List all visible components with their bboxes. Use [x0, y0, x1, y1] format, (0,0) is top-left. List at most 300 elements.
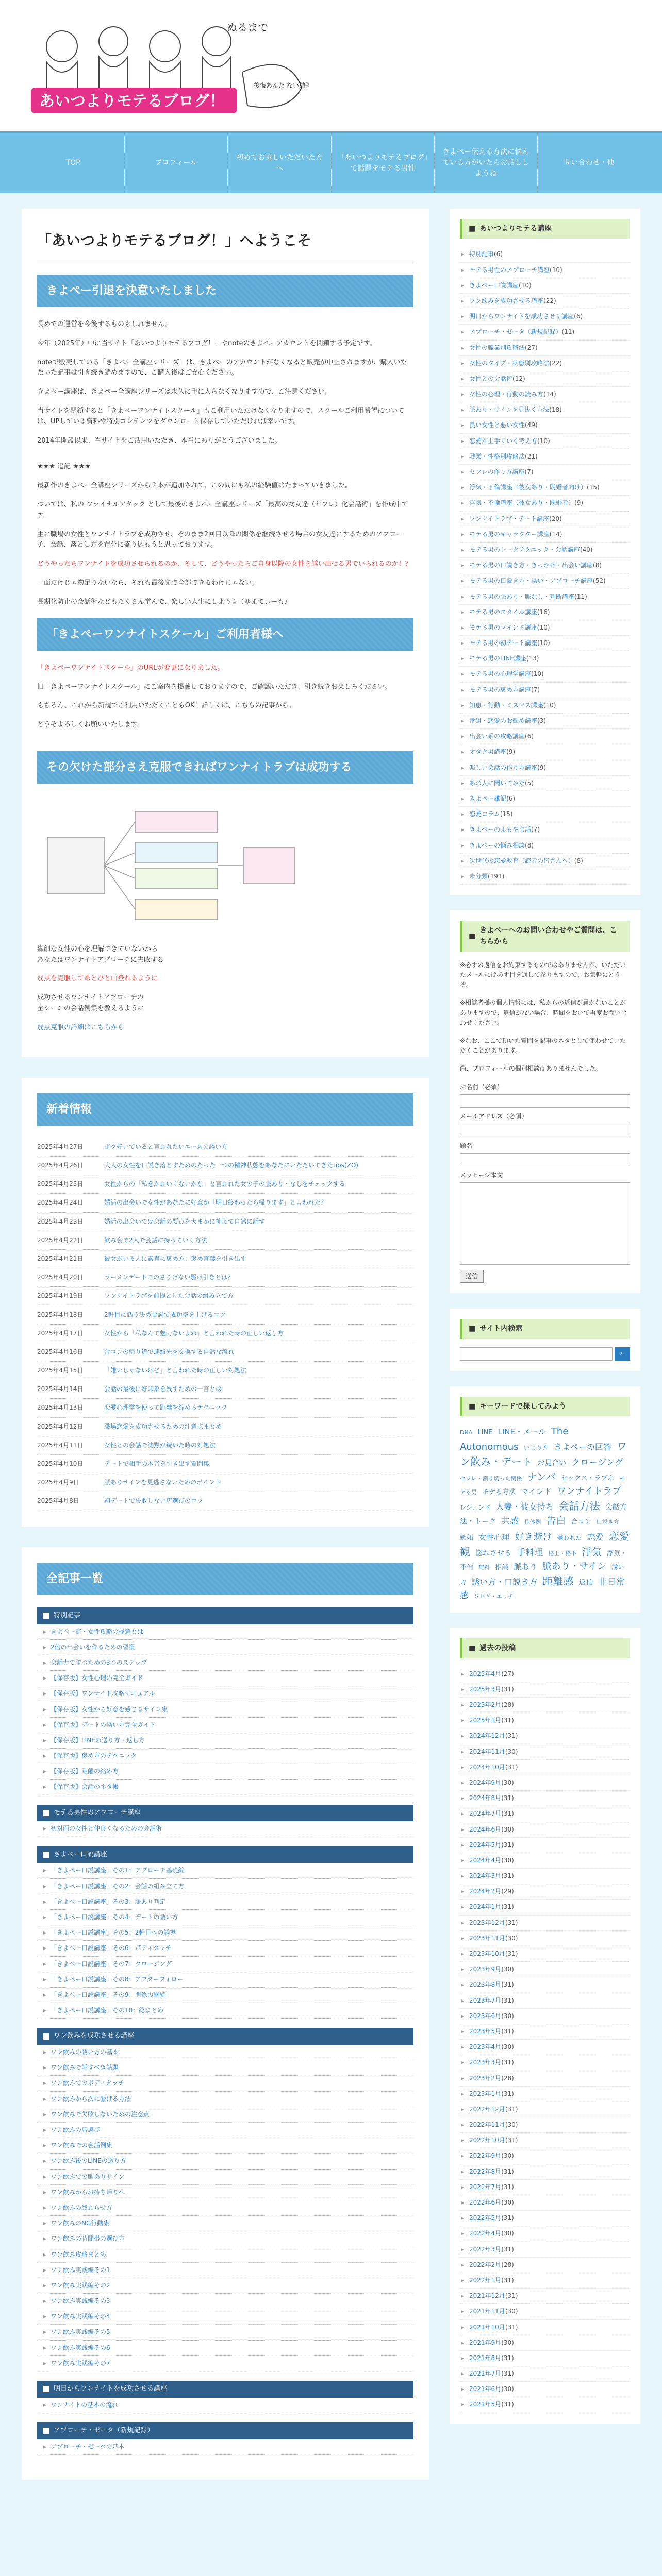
article-link[interactable]: ▸ アプローチ・ゼータの基本 — [37, 2439, 413, 2455]
article-link[interactable]: ▸ ワン飲みのNG行動集 — [37, 2216, 413, 2231]
news-title[interactable]: 婚活の出会いでは会話の要点を大まかに抑えて自然に話す — [104, 1217, 266, 1225]
category-name: モテる男のスタイル講座 — [469, 608, 537, 616]
category-link[interactable] — [460, 729, 630, 744]
category-link[interactable] — [460, 387, 630, 402]
category-link[interactable] — [460, 854, 630, 869]
news-title[interactable]: 職場恋愛を成功させるための注意点まとめ — [104, 1422, 222, 1430]
tag-link[interactable]: ＳＥＸ・エッチ — [474, 1592, 514, 1600]
category-link[interactable] — [460, 807, 630, 822]
category-link[interactable] — [460, 543, 630, 558]
category-link[interactable] — [460, 480, 630, 496]
tag-link[interactable]: 返信 — [578, 1579, 593, 1587]
tag-link[interactable]: 女性心理 — [478, 1532, 510, 1542]
category-link[interactable] — [460, 263, 630, 278]
archive-count: (28) — [501, 2074, 514, 2082]
tag-link[interactable]: 浮気 — [582, 1546, 602, 1558]
category-link[interactable] — [460, 449, 630, 465]
submit-button[interactable]: 送信 — [460, 1270, 484, 1283]
tag-link[interactable]: ワンナイトラブ — [557, 1486, 621, 1497]
nav-popular[interactable]: 「あいつよりモテるブログ」で話題をモテる男性 — [332, 133, 435, 193]
tag-link[interactable]: LINE・メール — [498, 1427, 546, 1437]
news-item[interactable] — [37, 1492, 413, 1511]
archive-month: 2023年2月 — [469, 2074, 502, 2082]
article-link[interactable]: ▸ 【保存版】女性から好意を感じるサイン集 — [37, 1702, 413, 1718]
site-logo[interactable] — [21, 10, 309, 124]
archive-month-link[interactable] — [460, 1713, 630, 1728]
article-link[interactable]: ▸ 会話力で勝つための3つのステップ — [37, 1655, 413, 1671]
archive-month-link[interactable] — [460, 2133, 630, 2148]
archive-month-link[interactable] — [460, 1884, 630, 1900]
category-count: (10) — [537, 437, 550, 445]
category-link[interactable] — [460, 605, 630, 620]
news-item[interactable] — [37, 1250, 413, 1268]
news-item[interactable] — [37, 1436, 413, 1455]
category-link[interactable] — [460, 356, 630, 371]
archive-month-link[interactable] — [460, 2366, 630, 2382]
archive-month-link[interactable] — [460, 2071, 630, 2087]
tag-link[interactable]: 惚れさせる — [475, 1549, 512, 1557]
category-link[interactable] — [460, 278, 630, 294]
category-link[interactable] — [460, 325, 630, 340]
article-link[interactable]: ▸ ワン飲みで話すべき話題 — [37, 2060, 413, 2076]
tag-link[interactable]: レジェンド — [460, 1504, 491, 1512]
contact-note: 尚、プロフィールの個別相談はありませんでした。 — [460, 1065, 602, 1073]
tag-link[interactable]: 相談 — [495, 1564, 509, 1572]
tag-link[interactable]: クロージング — [571, 1458, 624, 1468]
tag-link[interactable]: モテる男 — [460, 1475, 625, 1496]
archive-month-link[interactable] — [460, 2382, 630, 2397]
archive-month-link[interactable] — [460, 2242, 630, 2258]
tag-link[interactable]: 手料理 — [517, 1547, 543, 1558]
archive-month-link[interactable] — [460, 1775, 630, 1791]
category-link[interactable] — [460, 651, 630, 667]
archive-count: (30) — [501, 2152, 514, 2160]
archive-month: 2022年3月 — [469, 2245, 502, 2253]
tag-cloud — [460, 1425, 630, 1602]
weakness-text-2: 成功させるワンナイトアプローチの 全シーンの会話例集を教えるように — [37, 994, 144, 1013]
category-link[interactable] — [460, 341, 630, 356]
article-link[interactable]: ▸ 【保存版】LINEの送り方・返し方 — [37, 1733, 413, 1749]
news-title[interactable]: ラーメンデートでのさりげない駆け引きとは？ — [104, 1274, 234, 1281]
category-link[interactable] — [460, 869, 630, 885]
news-title[interactable]: 脈ありサインを見逃さないためのポイント — [104, 1479, 222, 1486]
article-group-heading[interactable] — [37, 2028, 413, 2045]
category-link[interactable] — [460, 558, 630, 573]
archive-count: (30) — [501, 2385, 514, 2393]
archive-month-link[interactable] — [460, 2211, 630, 2226]
tag-link[interactable]: DNA — [460, 1429, 473, 1436]
article-link[interactable]: ▸ 【保存版】デートの誘い方完全ガイド — [37, 1718, 413, 1733]
all-articles-section — [22, 1547, 429, 2480]
archive-month: 2022年7月 — [469, 2183, 502, 2191]
category-count: (8) — [574, 857, 583, 865]
category-link[interactable] — [460, 402, 630, 418]
tag-link[interactable]: ワン飲み・デート — [460, 1440, 627, 1468]
tag-link[interactable]: 人妻・彼女持ち — [495, 1502, 554, 1512]
category-link[interactable] — [460, 527, 630, 543]
category-link[interactable] — [460, 760, 630, 776]
article-link[interactable]: ▸ きよぺー流・女性攻略の極意とは — [37, 1624, 413, 1640]
news-date: 2025年4月11日 — [37, 1441, 84, 1449]
nav-top[interactable]: TOP — [22, 133, 125, 193]
category-count: (22) — [549, 359, 562, 367]
article-link[interactable]: ▸ 「きよぺー口説講座」その4：デートの誘い方 — [37, 1910, 413, 1925]
news-title[interactable]: 女性からの「私をかわいくないかな」と言われた女の子の脈あり・なしをチェックする — [104, 1180, 345, 1188]
tag-link[interactable]: LINE — [477, 1429, 493, 1437]
archive-month-link[interactable] — [460, 2320, 630, 2335]
archive-month-link[interactable] — [460, 2397, 630, 2413]
tag-link[interactable]: ナンパ — [527, 1471, 556, 1483]
article-link[interactable]: ▸ 初対面の女性と仲良くなるための会話術 — [37, 1821, 413, 1837]
article-link[interactable]: ▸ 「きよぺー口説講座」その5：2軒目への誘導 — [37, 1925, 413, 1941]
category-name: 浮気・不倫講座（彼女あり・既婚者向け） — [469, 484, 587, 492]
category-link[interactable] — [460, 636, 630, 651]
archive-month-link[interactable] — [460, 1931, 630, 1946]
archive-month-link[interactable] — [460, 1916, 630, 1931]
category-link[interactable] — [460, 512, 630, 527]
category-count: (16) — [537, 608, 550, 616]
main-column — [22, 209, 429, 2500]
article-link[interactable]: ▸ ワン飲みの時間帯の選び方 — [37, 2231, 413, 2247]
news-title[interactable]: デートで相手の本音を引き出す質問集 — [104, 1460, 210, 1468]
article-link[interactable]: ▸ 「きよぺー口説講座」その2：会話の組み立て方 — [37, 1879, 413, 1894]
article-link[interactable]: ▸ ワンナイトの基本の流れ — [37, 2398, 413, 2413]
archive-month-link[interactable] — [460, 1993, 630, 2009]
archive-month-link[interactable] — [460, 1962, 630, 1977]
tag-link[interactable]: 誘い方・口説き方 — [471, 1577, 538, 1587]
archive-count: (31) — [501, 1903, 514, 1911]
tag-link[interactable]: いじり方 — [523, 1444, 549, 1452]
archive-month-link[interactable] — [460, 2117, 630, 2133]
category-link[interactable] — [460, 589, 630, 605]
archive-month: 2021年8月 — [469, 2354, 502, 2362]
news-item[interactable] — [37, 1473, 413, 1492]
article-link[interactable]: ▸ ワン飲みでの脈ありサイン — [37, 2170, 413, 2185]
news-item[interactable] — [37, 1287, 413, 1306]
archive-month-link[interactable] — [460, 2195, 630, 2211]
news-item[interactable] — [37, 1231, 413, 1250]
archive-month-link[interactable] — [460, 2164, 630, 2180]
article-link[interactable]: ▸ 「きよぺー口説講座」その7：クロージング — [37, 1957, 413, 1972]
tag-link[interactable]: 恋愛 — [587, 1532, 604, 1542]
search-input[interactable] — [460, 1347, 613, 1361]
news-item[interactable] — [37, 1306, 413, 1325]
news-title[interactable]: 恋愛心理学を使って距離を縮めるテクニック — [104, 1404, 227, 1412]
category-count: (191) — [488, 872, 505, 880]
news-title[interactable]: 合コンの帰り道で連絡先を交換する自然な流れ — [104, 1348, 235, 1355]
archive-month-link[interactable] — [460, 1946, 630, 1962]
archive-count: (31) — [501, 1717, 514, 1724]
archive-month-link[interactable] — [460, 2289, 630, 2304]
archive-month-link[interactable] — [460, 1900, 630, 1915]
news-title[interactable]: 女性から「私なんて魅力ないよね」と言われた時の正しい返し方 — [104, 1329, 284, 1337]
email-field[interactable] — [460, 1124, 630, 1137]
tag-link[interactable]: 恋愛観 — [460, 1530, 630, 1558]
category-link[interactable] — [460, 573, 630, 589]
article-link[interactable]: ▸ ワン飲み実践編その1 — [37, 2263, 413, 2278]
news-date: 2025年4月8日 — [37, 1497, 79, 1505]
archive-month-link[interactable] — [460, 2258, 630, 2273]
tag-link[interactable]: お見合い — [537, 1459, 567, 1468]
category-link[interactable] — [460, 838, 630, 854]
news-item[interactable] — [37, 1194, 413, 1212]
archive-month-link[interactable] — [460, 1698, 630, 1713]
category-link[interactable] — [460, 776, 630, 791]
news-item[interactable] — [37, 1175, 413, 1194]
archive-month-link[interactable] — [460, 1667, 630, 1682]
article-group — [37, 1846, 413, 2019]
news-date: 2025年4月9日 — [37, 1479, 79, 1486]
archive-month: 2024年4月 — [469, 1856, 502, 1864]
archive-month: 2024年8月 — [469, 1794, 502, 1802]
article-link[interactable]: ▸ ワン飲みからお持ち帰りへ — [37, 2185, 413, 2200]
news-item[interactable] — [37, 1325, 413, 1343]
name-field[interactable] — [460, 1094, 630, 1108]
tag-link[interactable]: 嫌われた — [557, 1534, 582, 1541]
paragraph: 旧「きよぺーワンナイトスクール」にご案内を掲載しておりますので、ご確認いただき、引き続きお楽しみください。 — [37, 683, 391, 691]
paragraph: 2014年開設以来、当サイトをご活用いただき、本当にありがとうございました。 — [37, 436, 282, 445]
archive-count: (30) — [501, 1778, 514, 1786]
article-link[interactable]: ▸ 「きよぺー口説講座」その10：総まとめ — [37, 2003, 413, 2019]
archive-month-link[interactable] — [460, 2148, 630, 2164]
category-count: (10) — [531, 670, 544, 678]
category-link[interactable] — [460, 418, 630, 433]
article-link[interactable]: ▸ 【保存版】褒め方のテクニック — [37, 1749, 413, 1764]
article-link[interactable]: ▸ 【保存版】女性心理の完全ガイド — [37, 1671, 413, 1686]
archive-month-link[interactable] — [460, 2055, 630, 2071]
tag-link[interactable]: 共感 — [501, 1516, 519, 1527]
article-link[interactable]: ▸ ワン飲みの店選び — [37, 2123, 413, 2138]
archive-month-link[interactable] — [460, 2304, 630, 2319]
article-group-heading[interactable] — [37, 1607, 413, 1624]
subject-field[interactable] — [460, 1153, 630, 1166]
tag-link[interactable]: 脈あり・サイン — [542, 1561, 607, 1572]
article-link[interactable]: ▸ ワン飲み実践編その2 — [37, 2278, 413, 2294]
article-link[interactable]: ▸ 「きよぺー口説講座」その3：脈あり判定 — [37, 1894, 413, 1910]
article-group-heading[interactable] — [37, 2381, 413, 2398]
news-title[interactable]: 初デートで失敗しない店選びのコツ — [104, 1497, 204, 1505]
tag-link[interactable]: 好き避け — [515, 1531, 552, 1543]
archive-month-link[interactable] — [460, 1822, 630, 1838]
archive-count: (30) — [501, 2012, 514, 2020]
tag-link[interactable]: 具体例 — [524, 1519, 541, 1526]
category-link[interactable] — [460, 371, 630, 387]
tag-link[interactable]: 嫉妬 — [460, 1534, 474, 1542]
news-date: 2025年4月22日 — [37, 1236, 84, 1244]
category-link[interactable] — [460, 309, 630, 325]
archive-count: (31) — [505, 1919, 518, 1926]
news-title[interactable]: 飲み会で2人で会話に持っていく方法 — [104, 1236, 207, 1244]
tag-link[interactable]: 会話方法 — [558, 1500, 600, 1513]
tag-link[interactable]: マインド — [521, 1487, 552, 1497]
news-item[interactable] — [37, 1399, 413, 1417]
category-link[interactable] — [460, 620, 630, 636]
archive-month-link[interactable] — [460, 1806, 630, 1822]
article-link[interactable]: ▸ ワン飲み攻略まとめ — [37, 2247, 413, 2263]
article-link[interactable]: ▸ ワン飲みの終わらせ方 — [37, 2200, 413, 2216]
tag-link[interactable]: The Autonomous — [460, 1426, 569, 1453]
tag-link[interactable]: 誘い方 — [460, 1564, 624, 1587]
tag-link[interactable]: 非日常感 — [460, 1577, 625, 1601]
archive-month-link[interactable] — [460, 2335, 630, 2351]
tag-link[interactable]: 合コン — [571, 1518, 591, 1527]
archive-month-link[interactable] — [460, 1791, 630, 1806]
article-link[interactable]: ▸ 「きよぺー口説講座」その1：アプローチ基礎編 — [37, 1863, 413, 1878]
archive-month-link[interactable] — [460, 2273, 630, 2289]
news-title[interactable]: 女性との会話で沈黙が続いた時の対処法 — [104, 1441, 216, 1449]
article-link[interactable]: ▸ ワン飲みの誘い方の基本 — [37, 2045, 413, 2060]
archive-month-link[interactable] — [460, 1682, 630, 1698]
category-link[interactable] — [460, 822, 630, 838]
news-title[interactable]: ボク好いていると言われたいエースの誘い方 — [104, 1143, 228, 1150]
checkbox-icon — [43, 1613, 49, 1619]
news-item[interactable] — [37, 1138, 413, 1157]
highlight-paragraph: どうやったらワンナイトを成功させられるのか、そして、どうやったらご自身以降の女性を誘い出せる男でいられるのか！？ — [37, 560, 412, 568]
category-count: (14) — [543, 391, 556, 398]
archive-month-link[interactable] — [460, 1853, 630, 1869]
news-item[interactable] — [37, 1268, 413, 1287]
article-link[interactable]: ▸ 【保存版】ワンナイト攻略マニュアル — [37, 1686, 413, 1702]
category-link[interactable] — [460, 434, 630, 449]
checkbox-icon — [43, 1852, 49, 1858]
archive-count: (30) — [501, 1856, 514, 1864]
archive-month-link[interactable] — [460, 1977, 630, 1993]
article-link[interactable]: ▸ ワン飲み実践編その6 — [37, 2341, 413, 2356]
archive-count: (31) — [501, 1872, 514, 1880]
tag-link[interactable]: きよぺーの回答 — [553, 1442, 611, 1452]
article-link[interactable]: ▸ 「きよぺー口説講座」その6：ボディタッチ — [37, 1941, 413, 1956]
tag-link[interactable]: セックス・ラブホ — [560, 1474, 615, 1482]
tag-link[interactable]: 格上・格下 — [548, 1550, 577, 1557]
category-link[interactable] — [460, 667, 630, 682]
archive-month-link[interactable] — [460, 2087, 630, 2102]
category-count: (7) — [531, 826, 540, 834]
tag-link[interactable]: セフレ・割り切った関係 — [460, 1475, 522, 1482]
archive-month-link[interactable] — [460, 2024, 630, 2040]
category-link[interactable] — [460, 683, 630, 698]
article-link[interactable]: ▸ ワン飲みでのボディタッチ — [37, 2076, 413, 2091]
archive-count: (28) — [501, 1701, 514, 1709]
article-link[interactable]: ▸ 2倍の出会いを作るための習慣 — [37, 1640, 413, 1655]
archive-month-link[interactable] — [460, 2102, 630, 2117]
category-link[interactable] — [460, 465, 630, 480]
message-field[interactable] — [460, 1182, 630, 1265]
article-link[interactable]: ▸ ワン飲みから次に繋げる方法 — [37, 2092, 413, 2107]
archive-month-link[interactable] — [460, 1744, 630, 1760]
archive-month-link[interactable] — [460, 1838, 630, 1853]
category-count: (7) — [524, 468, 534, 476]
category-link[interactable] — [460, 294, 630, 309]
category-name: 特別記事 — [469, 250, 494, 258]
nav-contact[interactable]: 問い合わせ・他 — [564, 159, 615, 167]
page-title: 「あいつよりモテるブログ！」へようこそ — [37, 224, 413, 262]
news-item[interactable] — [37, 1213, 413, 1231]
tag-link[interactable]: 距離感 — [542, 1575, 574, 1588]
archive-count: (30) — [501, 1825, 514, 1833]
tag-link[interactable]: 浮気・不倫 — [460, 1549, 627, 1572]
archive-month-link[interactable] — [460, 1760, 630, 1775]
archive-month-link[interactable] — [460, 2180, 630, 2195]
category-count: (12) — [512, 375, 525, 382]
archive-month: 2021年6月 — [469, 2385, 502, 2393]
news-item[interactable] — [37, 1418, 413, 1436]
article-link[interactable]: ▸ ワン飲み実践編その3 — [37, 2294, 413, 2309]
weakness-link[interactable]: 弱点克服の詳細はこちらから — [37, 1023, 125, 1031]
category-link[interactable] — [460, 744, 630, 760]
tag-link[interactable]: 告白 — [546, 1515, 566, 1527]
news-title[interactable]: 2軒目に誘う決め台詞で成功率を上げるコツ — [104, 1311, 226, 1318]
archive-month-link[interactable] — [460, 2040, 630, 2055]
article-link[interactable]: ▸ 【保存版】距離の縮め方 — [37, 1764, 413, 1780]
category-name: オタク男講座 — [469, 748, 507, 756]
news-title[interactable]: 会話の最後に好印象を残すための一言とは — [104, 1385, 222, 1393]
category-count: (11) — [561, 328, 575, 336]
category-link[interactable] — [460, 714, 630, 729]
article-link[interactable]: ▸ ワン飲み後のLINEの送り方 — [37, 2154, 413, 2169]
tag-link[interactable]: モテる方法 — [482, 1488, 516, 1497]
tag-link[interactable]: 会話方法・トーク — [460, 1503, 627, 1527]
archive-month-link[interactable] — [460, 2009, 630, 2024]
tag-link[interactable]: 口説き方 — [596, 1519, 619, 1526]
article-group-heading[interactable] — [37, 1846, 413, 1863]
nav-profile[interactable]: プロフィール — [125, 133, 228, 193]
tag-link[interactable]: 無料 — [478, 1564, 490, 1571]
nav-first-visit[interactable]: 初めてお越しいただいた方へ — [228, 133, 331, 193]
news-item[interactable] — [37, 1157, 413, 1175]
category-name: 女性の職業別攻略法 — [469, 344, 525, 351]
archive-count: (30) — [501, 2230, 514, 2238]
paragraph[interactable]: もちろん、これから新規でご利用いただくこともOK！詳しくは、こちらの記事から。 — [37, 702, 295, 710]
category-name: 浮気・不倫講座（彼女あり・既婚者） — [469, 499, 575, 507]
archive-month-link[interactable] — [460, 2226, 630, 2242]
category-count: (10) — [537, 639, 550, 647]
news-item[interactable] — [37, 1343, 413, 1362]
archive-month-link[interactable] — [460, 1869, 630, 1884]
category-link[interactable] — [460, 698, 630, 714]
article-link[interactable]: ▸ ワン飲みで失敗しないための注意点 — [37, 2107, 413, 2123]
article-link[interactable]: ▸ ワン飲み実践編その7 — [37, 2356, 413, 2371]
article-group-heading[interactable] — [37, 1805, 413, 1822]
news-title[interactable]: 婚活の出会いで女性があなたに好意か「明日終わったら帰ります」と言われた？ — [104, 1199, 327, 1207]
news-item[interactable] — [37, 1455, 413, 1473]
tag-link[interactable]: 脈あり — [514, 1562, 537, 1572]
news-title[interactable]: 彼女がいる人に素直に褒め方：褒め言葉を引き出す — [104, 1255, 247, 1262]
search-button[interactable] — [615, 1347, 630, 1361]
news-item[interactable] — [37, 1362, 413, 1380]
article-link[interactable]: ▸ ワン飲みでの会話例集 — [37, 2138, 413, 2154]
article-link[interactable]: ▸ 「きよぺー口説講座」その8：アフターフォロー — [37, 1972, 413, 1988]
archive-month: 2021年5月 — [469, 2401, 502, 2409]
archive-month-link[interactable] — [460, 2351, 630, 2366]
news-title[interactable]: 「嫌いじゃないけど」と言われた時の正しい対処法 — [104, 1367, 247, 1375]
article-link[interactable]: ▸ 「きよぺー口説講座」その9：関係の継続 — [37, 1988, 413, 2003]
article-link[interactable]: ▸ ワン飲み実践編その4 — [37, 2309, 413, 2325]
paragraph: 最新作のきよぺー全講座シリーズから２本が追加されて、この間にも私の経験値はたまっていきました。 — [37, 482, 352, 490]
news-title[interactable]: ワンナイトラブを前提とした会話の組み立て方 — [104, 1292, 234, 1300]
news-title[interactable]: 大人の女性を口説き落とすためのたった一つの精神状態をあなたにいただいてきたtips(ZO) — [104, 1162, 358, 1170]
category-link[interactable] — [460, 496, 630, 511]
article-link[interactable]: ▸ ワン飲み実践編その5 — [37, 2325, 413, 2340]
category-link[interactable] — [460, 247, 630, 262]
category-count: (40) — [580, 546, 593, 553]
category-list — [460, 247, 630, 885]
news-item[interactable] — [37, 1380, 413, 1399]
article-link[interactable]: ▸ 【保存版】会話のネタ帳 — [37, 1780, 413, 1795]
category-link[interactable] — [460, 791, 630, 807]
nav-consult[interactable]: きよぺー伝える方法に悩んでいる方がいたらお話ししようね — [435, 133, 538, 193]
archive-month-link[interactable] — [460, 1728, 630, 1744]
article-group-heading[interactable] — [37, 2422, 413, 2439]
